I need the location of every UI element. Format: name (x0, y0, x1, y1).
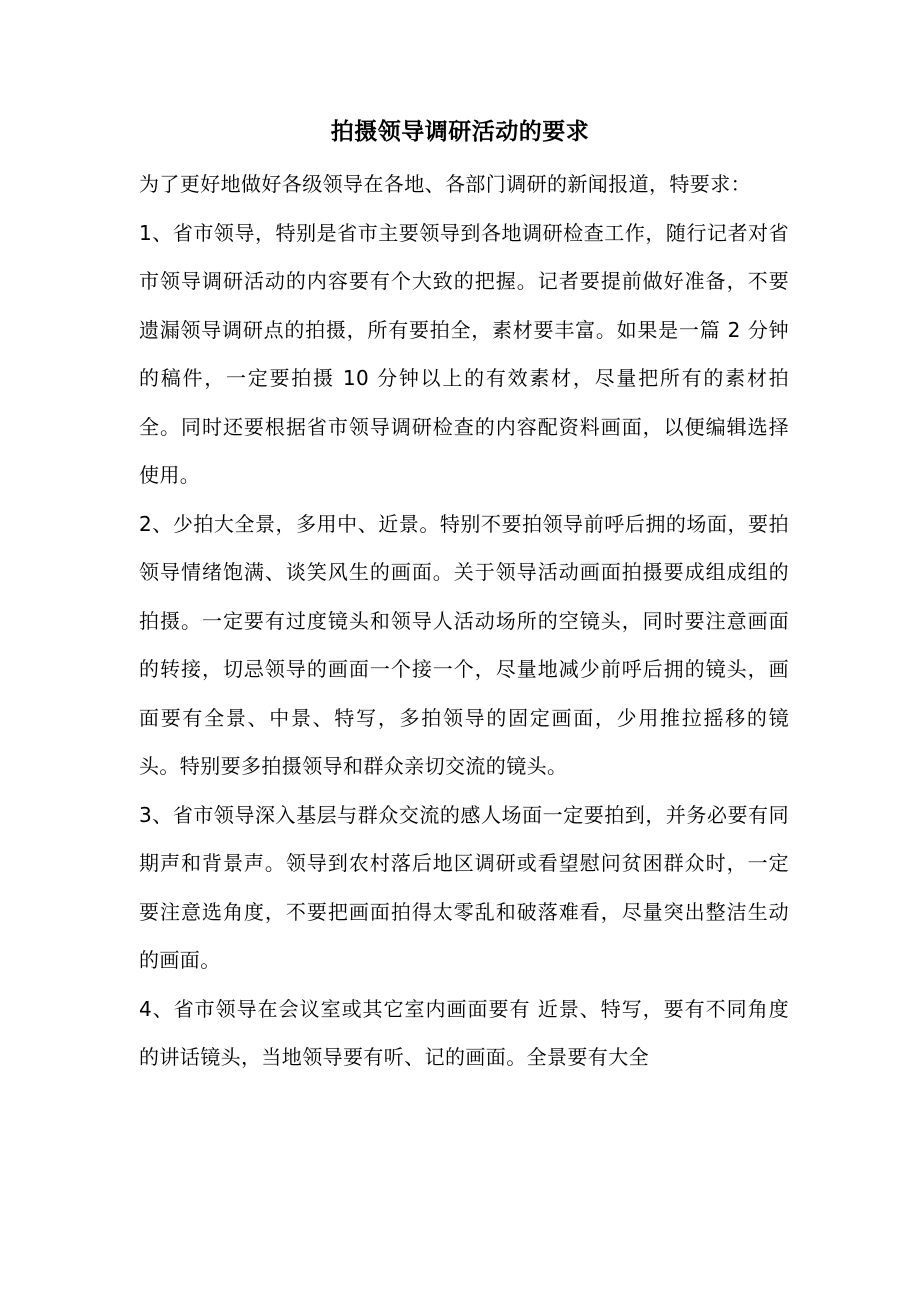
paragraph-2: 2、少拍大全景，多用中、近景。特别不要拍领导前呼后拥的场面，要拍领导情绪饱满、谈笑风生的画面。关于领导活动画面拍摄要成组成组的拍摄。一定要有过度镜头和领导人活动场所的空镜头，同时要注意画面的转接，切忌领导的画面一个接一个，尽量地减少前呼后拥的镜头，画面要有全景、中景、特写，多拍领导的固定画面，少用推拉摇移的镜头。特别要多拍摄领导和群众亲切交流的镜头。 (139, 511, 789, 778)
paragraph-3: 3、省市领导深入基层与群众交流的感人场面一定要拍到，并务必要有同期声和背景声。领导到农村落后地区调研或看望慰问贫困群众时，一定要注意选角度，不要把画面拍得太零乱和破落难看，尽量突出整洁生动的画面。 (139, 802, 789, 972)
paragraph-intro: 为了更好地做好各级领导在各地、各部门调研的新闻报道，特要求： (139, 172, 751, 196)
document-title: 拍摄领导调研活动的要求 (330, 119, 590, 145)
paragraph-4: 4、省市领导在会议室或其它室内画面要有 近景、特写，要有不同角度的讲话镜头，当地领导要有听、记的画面。全景要有大全 (139, 996, 789, 1069)
document-body (139, 160, 789, 1082)
paragraph-1: 1、省市领导，特别是省市主要领导到各地调研检查工作，随行记者对省市领导调研活动的内容要有个大致的把握。记者要提前做好准备，不要遗漏领导调研点的拍摄，所有要拍全，素材要丰富。如果是一篇 2 分钟的稿件，一定要拍摄 10 分钟以上的有效素材，尽量把所有的素材拍全。同时还要根据省市领导调研检查的内容配资料画面，以便编辑选择使用。 (139, 220, 789, 487)
